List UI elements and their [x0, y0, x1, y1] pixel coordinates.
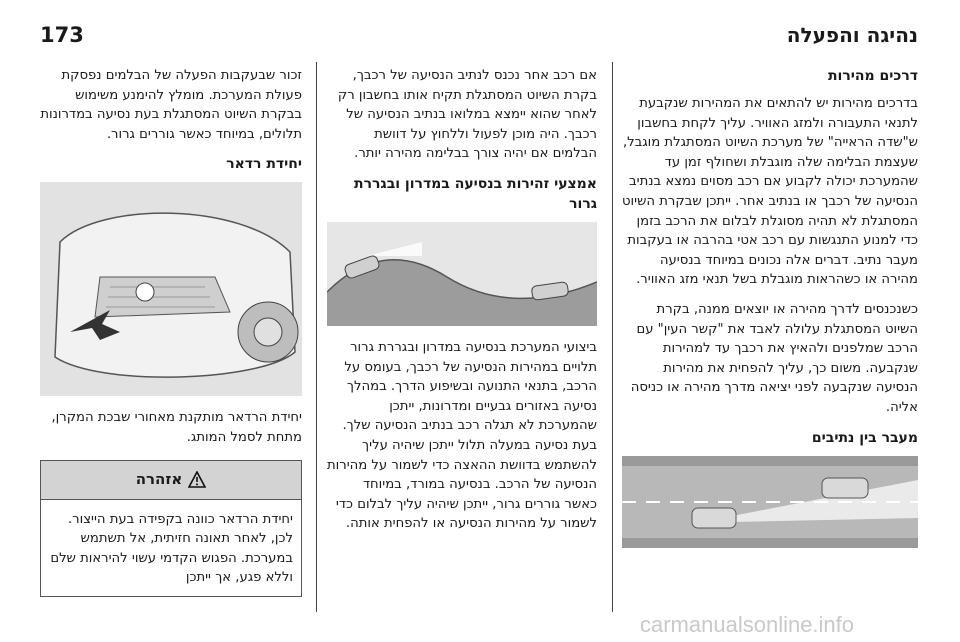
column-divider — [316, 62, 317, 612]
paragraph-cut-in: אם רכב אחר נכנס לנתיב הנסיעה של רכבך, בקרת השיוט המסתגלת תקיח אותו בחשבון רק לאחר שהוא יימצא במלואו בנתיב הנסיעה של רכבך. היה מוכן לפעול וללחוץ על דוושת הבלמים אם יהיה צורך בבלימה מהירה יותר. — [337, 68, 597, 162]
warning-box — [40, 460, 302, 597]
warning-triangle-icon — [188, 471, 206, 488]
paragraph-highways: בדרכים מהירות יש להתאים את המהירות שנקבעת לתנאי התעבורה ולמזג האוויר. עליך לקחת בחשבון ש"שדה הראייה" של מערכת השיוט המסתגלת מוגבל, שעצמת הבלימה שלה מוגבלת ושחולף זמן עד שהמערכת יכולה לקבוע אם רכב מסוים נמצא בנתיב הנסיעה של רכבך או בנתיב אחר. ייתכן שבקרת השיוט המסתגלת לא תהיה מסוגלת לבלום את הרכב בזמן כדי למנוע התנגשות עם רכב אטי בהרבה או בעקבות מעבר נתיב. דברים אלה נכונים במיוחד בנסיעה מהירה או כשהראות מוגבלת בשל תנאי מזג האוויר. — [621, 96, 918, 288]
column-middle — [327, 66, 597, 544]
column-right — [622, 66, 918, 560]
heading-radar-unit: יחידת רדאר — [226, 156, 302, 173]
heading-slopes-trailer: אמצעי זהירות בנסיעה במדרון ובגררת גרור — [354, 175, 597, 212]
heading-highways: דרכים מהירות — [827, 68, 918, 84]
section-title: נהיגה והפעלה — [786, 23, 918, 47]
warning-header — [41, 461, 301, 500]
hill-cars-illustration — [327, 222, 597, 326]
page-header — [40, 22, 918, 48]
car-front-radar-illustration — [40, 182, 302, 396]
paragraph-slopes: ביצועי המערכת בנסיעה במדרון ובגררת גרור תלויים במהירות הנסיעה של רכבך, בעומס על הרכב, בתנאי התנועה ובשיפוע הדרך. במהלך נסיעה באזורים גבעיים ומדרונות, ייתכן שהמערכת לא תגלה רכב בנתיב הנסיעה שלך. בעת נסיעה במעלה תלול ייתכן שיהיה עליך להשתמש בדוושת ההאצה כדי לשמור על מהירות הנסיעה של הרכב. בנסיעה במורד, במיוחד כאשר גוררים גרור, ייתכן שיהיה עליך לבלום כדי לשמור על מהירות הנסיעה או להפחית אותה. — [326, 339, 597, 532]
page-number: 173 — [40, 23, 84, 47]
column-left — [40, 66, 302, 597]
heading-lane-change: מעבר בין נתיבים — [811, 429, 918, 446]
warning-body: יחידת הרדאר כוונה בקפידה בעת הייצור. לכן, לאחר תאונה חזיתית, אל תשתמש במערכת. הפגוש הקדמי עשוי להיראות שלם וללא פגע, אך ייתכן — [50, 511, 293, 586]
warning-title: אזהרה — [135, 469, 183, 488]
watermark-text: carmanualsonline.info — [640, 612, 855, 637]
paragraph-entering-highway: כשנכנסים לדרך מהירה או יוצאים ממנה, בקרת השיוט המסתגלת עלולה לאבד את "קשר העין" עם הרכב שמלפנים ולהאיץ את רכבך עד למהירות שנקבעה. משום כך, עליך להפחית את מהירות הנסיעה שנקבעה לפני יציאה מדרך מהירה או כניסה אליה. — [630, 301, 918, 415]
paragraph-brakes: זכור שבעקבות הפעלה של הבלמים נפסקת פעולת המערכת. מומלץ להימנע משימוש בבקרת השיוט המסתגלת בעת נסיעה במדרונות תלולים, במיוחד כאשר גוררים גרור. — [40, 68, 302, 142]
highway-lanes-illustration — [622, 456, 918, 548]
radar-caption: יחידת הרדאר מותקנת מאחורי שבכת המקרן, מתחת לסמל המותג. — [51, 410, 302, 445]
column-divider — [612, 62, 613, 612]
